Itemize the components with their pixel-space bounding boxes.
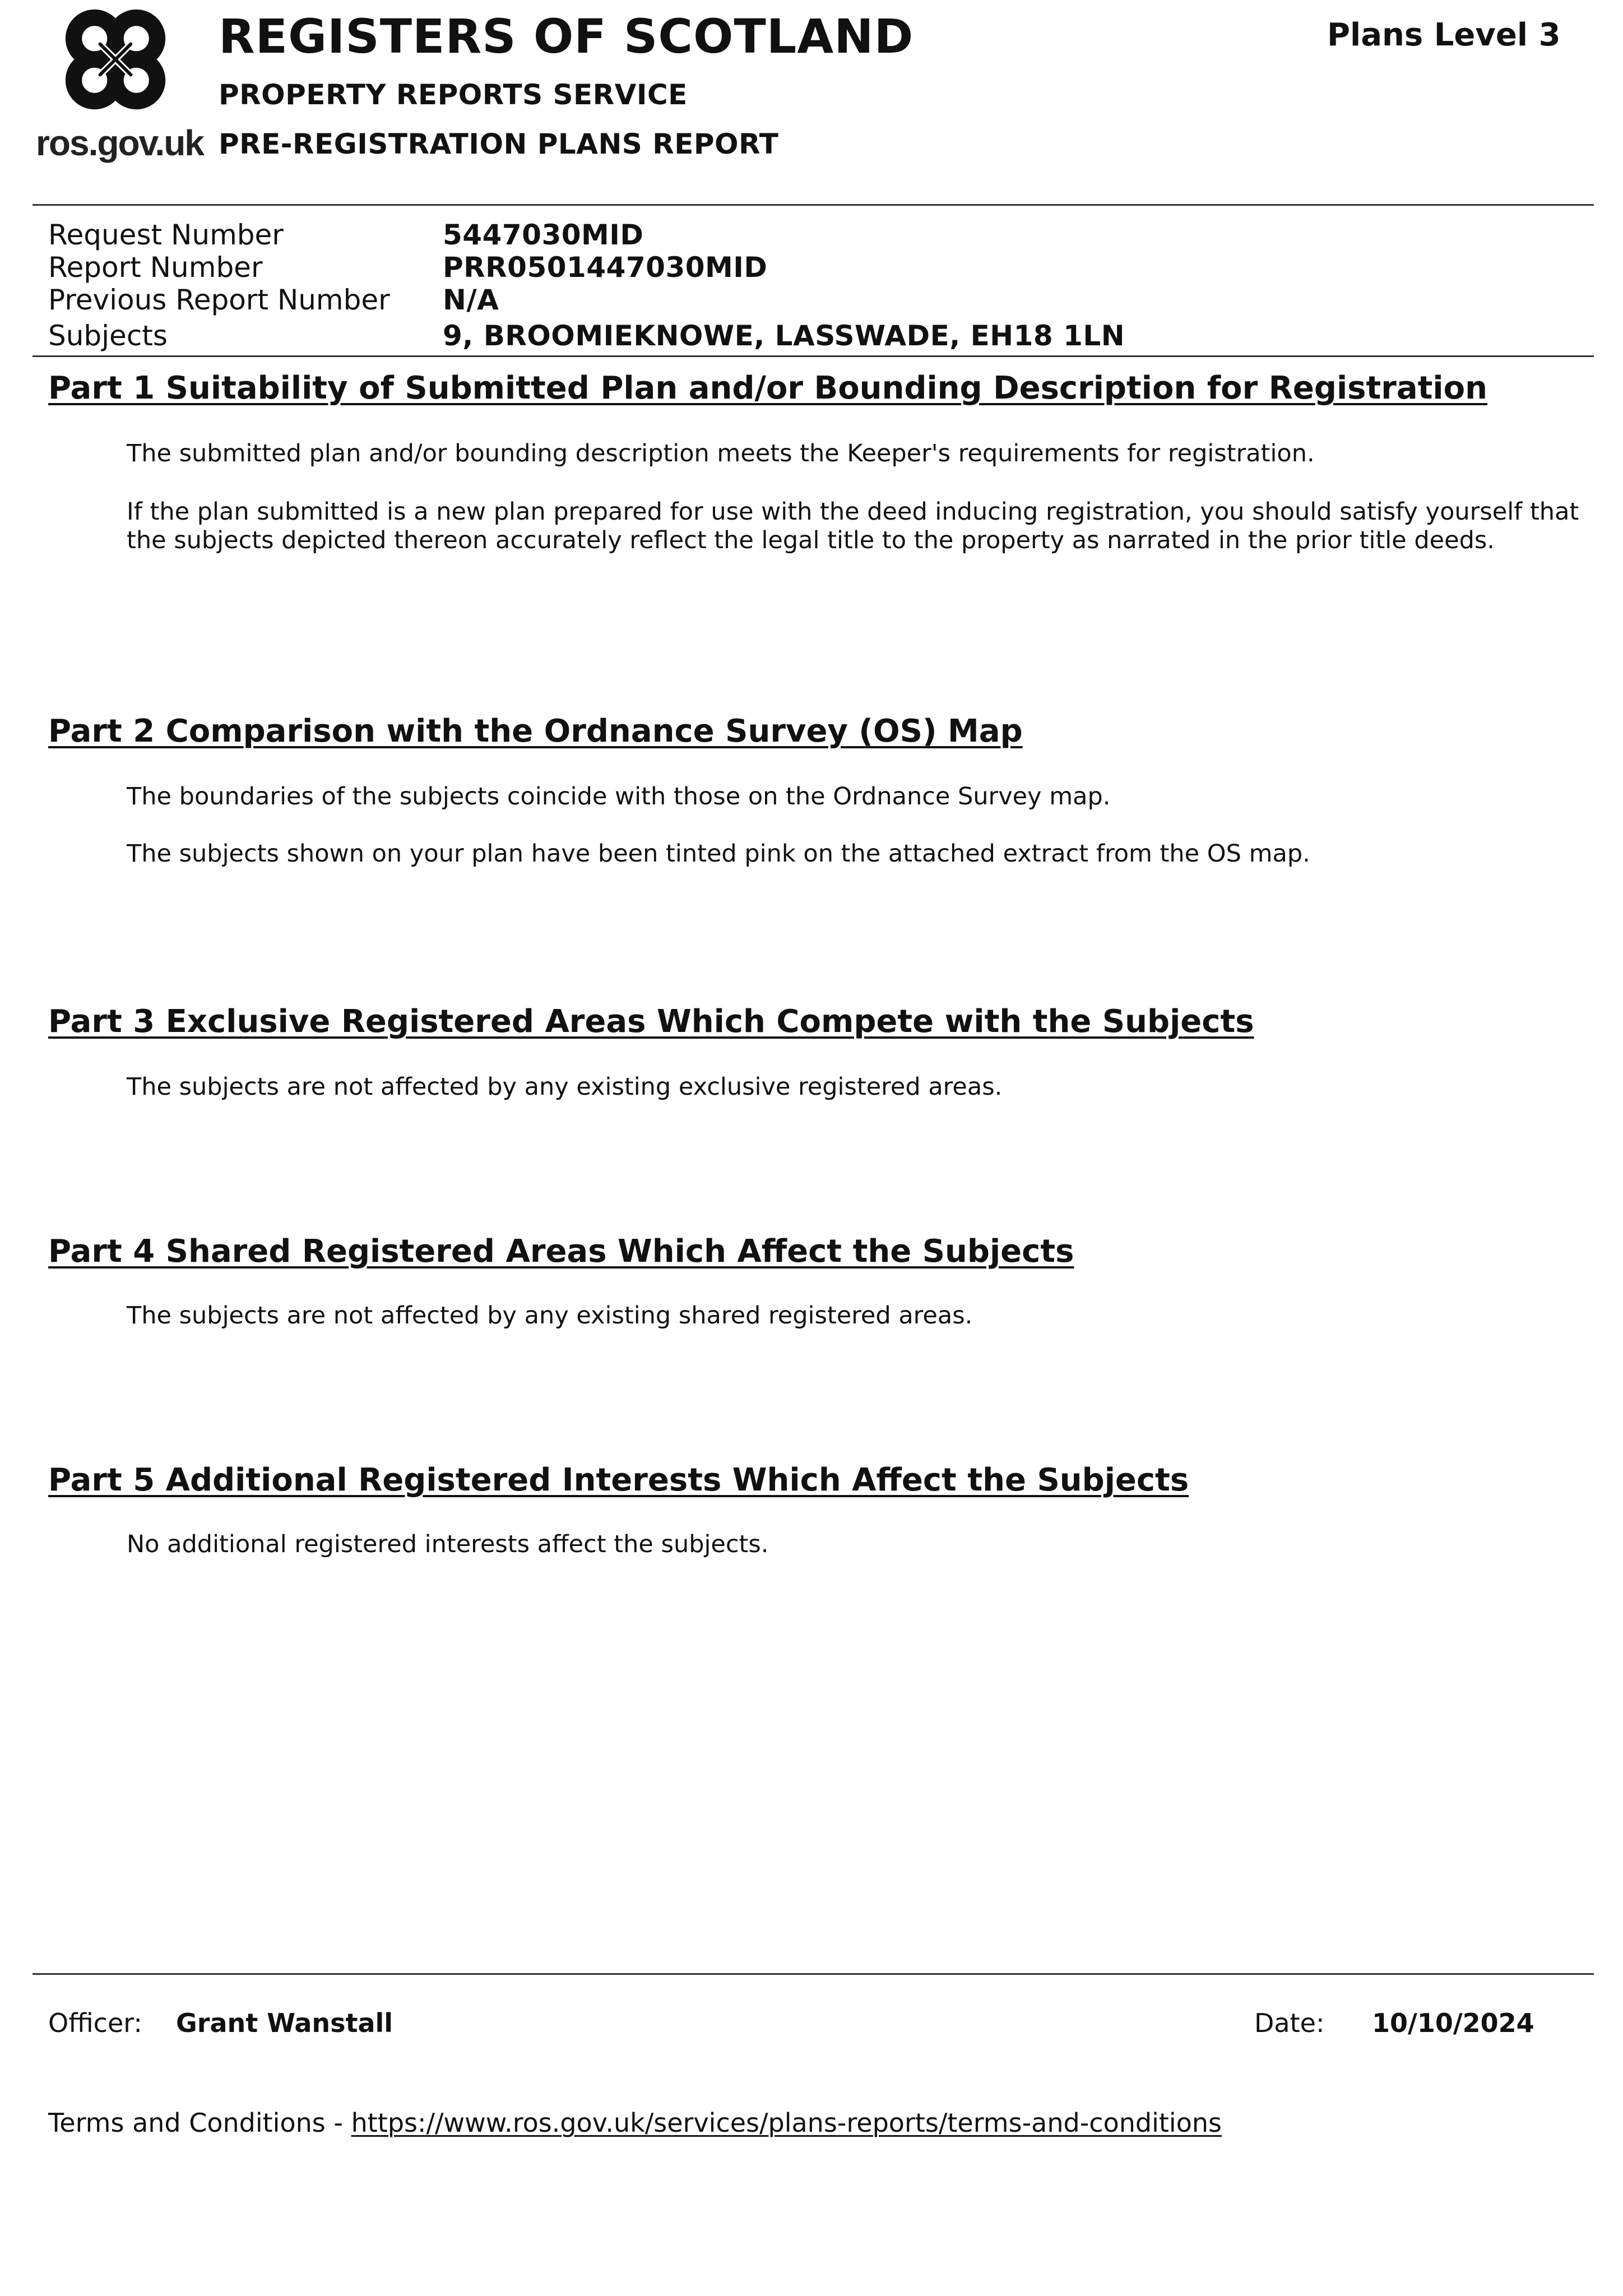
- terms-prefix: Terms and Conditions -: [48, 2108, 351, 2138]
- part-5-paragraph-1: No additional registered interests affect the subjects.: [127, 1530, 769, 1558]
- ros-logo-icon: [61, 4, 170, 114]
- part-2-heading: Part 2 Comparison with the Ordnance Survey (OS) Map: [48, 713, 1023, 749]
- terms-link[interactable]: https://www.ros.gov.uk/services/plans-reports/terms-and-conditions: [351, 2108, 1222, 2138]
- previous-report-value: N/A: [443, 284, 499, 316]
- request-number-value: 5447030MID: [443, 219, 644, 251]
- report-title: PRE-REGISTRATION PLANS REPORT: [219, 128, 779, 160]
- terms-line: [48, 2108, 1222, 2138]
- part-4-heading: Part 4 Shared Registered Areas Which Affect the Subjects: [48, 1233, 1074, 1270]
- part-3-paragraph-1: The subjects are not affected by any existing exclusive registered areas.: [127, 1073, 1003, 1101]
- officer-label: Officer:: [48, 2008, 142, 2038]
- logo-text: ros.gov.uk: [36, 123, 203, 163]
- org-title: REGISTERS OF SCOTLAND: [219, 9, 914, 64]
- part-3-heading: Part 3 Exclusive Registered Areas Which Compete with the Subjects: [48, 1003, 1254, 1040]
- previous-report-label: Previous Report Number: [48, 284, 390, 316]
- part-1-heading: Part 1 Suitability of Submitted Plan and/or Bounding Description for Registration: [48, 370, 1487, 406]
- date-label: Date:: [1254, 2008, 1325, 2038]
- report-number-value: PRR0501447030MID: [443, 251, 768, 284]
- part-2-paragraph-2: The subjects shown on your plan have been tinted pink on the attached extract from the OS map.: [127, 840, 1310, 868]
- part-1-paragraph-2: If the plan submitted is a new plan prepared for use with the deed inducing registration, you should satisfy yourself that the subjects depicted thereon accurately reflect the legal title to the property as narrated in the prior title deeds.: [127, 498, 1579, 554]
- request-number-label: Request Number: [48, 219, 284, 251]
- date-value: 10/10/2024: [1372, 2008, 1534, 2038]
- part-5-heading: Part 5 Additional Registered Interests Which Affect the Subjects: [48, 1462, 1189, 1498]
- part-4-paragraph-1: The subjects are not affected by any existing shared registered areas.: [127, 1302, 973, 1330]
- subjects-value: 9, BROOMIEKNOWE, LASSWADE, EH18 1LN: [443, 320, 1125, 352]
- report-number-label: Report Number: [48, 251, 263, 284]
- part-1-paragraph-1: The submitted plan and/or bounding description meets the Keeper's requirements for registration.: [127, 439, 1315, 467]
- subjects-label: Subjects: [48, 320, 168, 352]
- part-2-paragraph-1: The boundaries of the subjects coincide with those on the Ordnance Survey map.: [127, 783, 1111, 811]
- plans-level: Plans Level 3: [1327, 17, 1561, 53]
- footer-divider: [33, 1973, 1594, 1975]
- officer-name: Grant Wanstall: [176, 2008, 393, 2038]
- header-divider: [33, 204, 1594, 206]
- info-divider: [33, 355, 1594, 357]
- service-title: PROPERTY REPORTS SERVICE: [219, 78, 688, 111]
